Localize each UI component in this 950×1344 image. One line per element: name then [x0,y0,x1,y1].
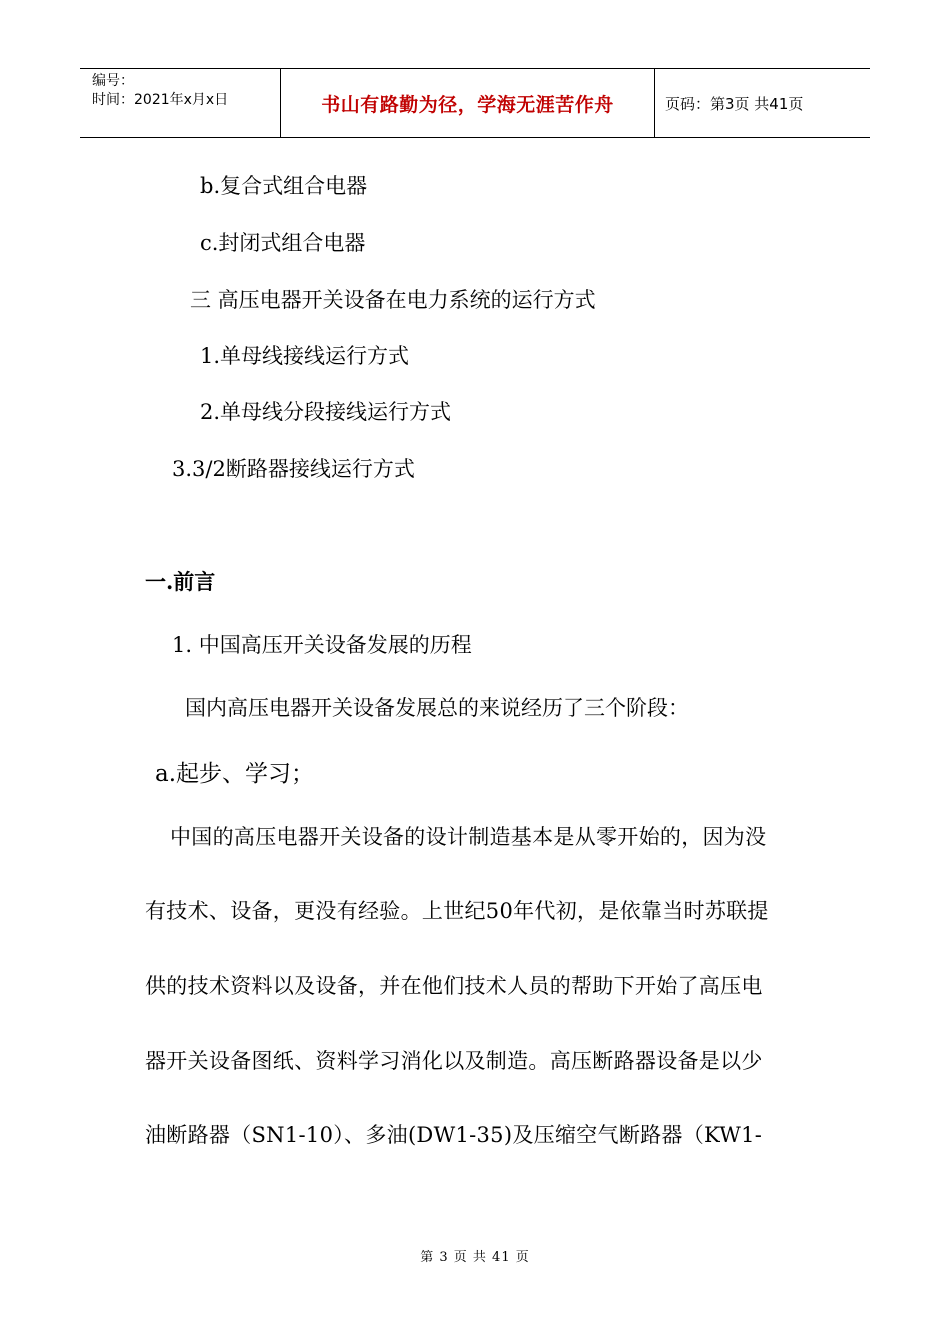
header-motto: 书山有路勤为径，学海无涯苦作舟 [281,69,655,137]
paragraph-line: 油断路器（SN1-10）、多油(DW1-35)及压缩空气断路器（KW1- [145,1123,763,1147]
outline-item: 三 高压电器开关设备在电力系统的运行方式 [190,288,596,312]
section-subheading: 1. 中国高压开关设备发展的历程 [172,633,472,657]
outline-item: 3.3/2断路器接线运行方式 [172,457,415,481]
stage-label: a.起步、学习； [155,761,315,787]
outline-item: 1.单母线接线运行方式 [200,344,410,368]
intro-text: 国内高压电器开关设备发展总的来说经历了三个阶段： [185,696,689,720]
paragraph-line: 器开关设备图纸、资料学习消化以及制造。高压断路器设备是以少 [145,1049,763,1073]
outline-item: c.封闭式组合电器 [200,231,366,255]
outline-item: 2.单母线分段接线运行方式 [200,400,452,424]
page-footer: 第 3 页 共 41 页 [420,1250,530,1265]
time-label: 时间：2021年x月x日 [92,92,229,108]
paragraph-line: 中国的高压电器开关设备的设计制造基本是从零开始的，因为没 [170,825,767,849]
number-label: 编号： [92,73,134,89]
header-page-info: 页码：第3页 共41页 [665,94,804,113]
section-heading: 一.前言 [145,569,216,594]
document-header [80,68,870,138]
header-info-cell [80,69,281,137]
paragraph-line: 供的技术资料以及设备，并在他们技术人员的帮助下开始了高压电 [145,974,763,998]
paragraph-line: 有技术、设备，更没有经验。上世纪50年代初，是依靠当时苏联提 [145,899,769,923]
outline-item: b.复合式组合电器 [200,174,368,198]
